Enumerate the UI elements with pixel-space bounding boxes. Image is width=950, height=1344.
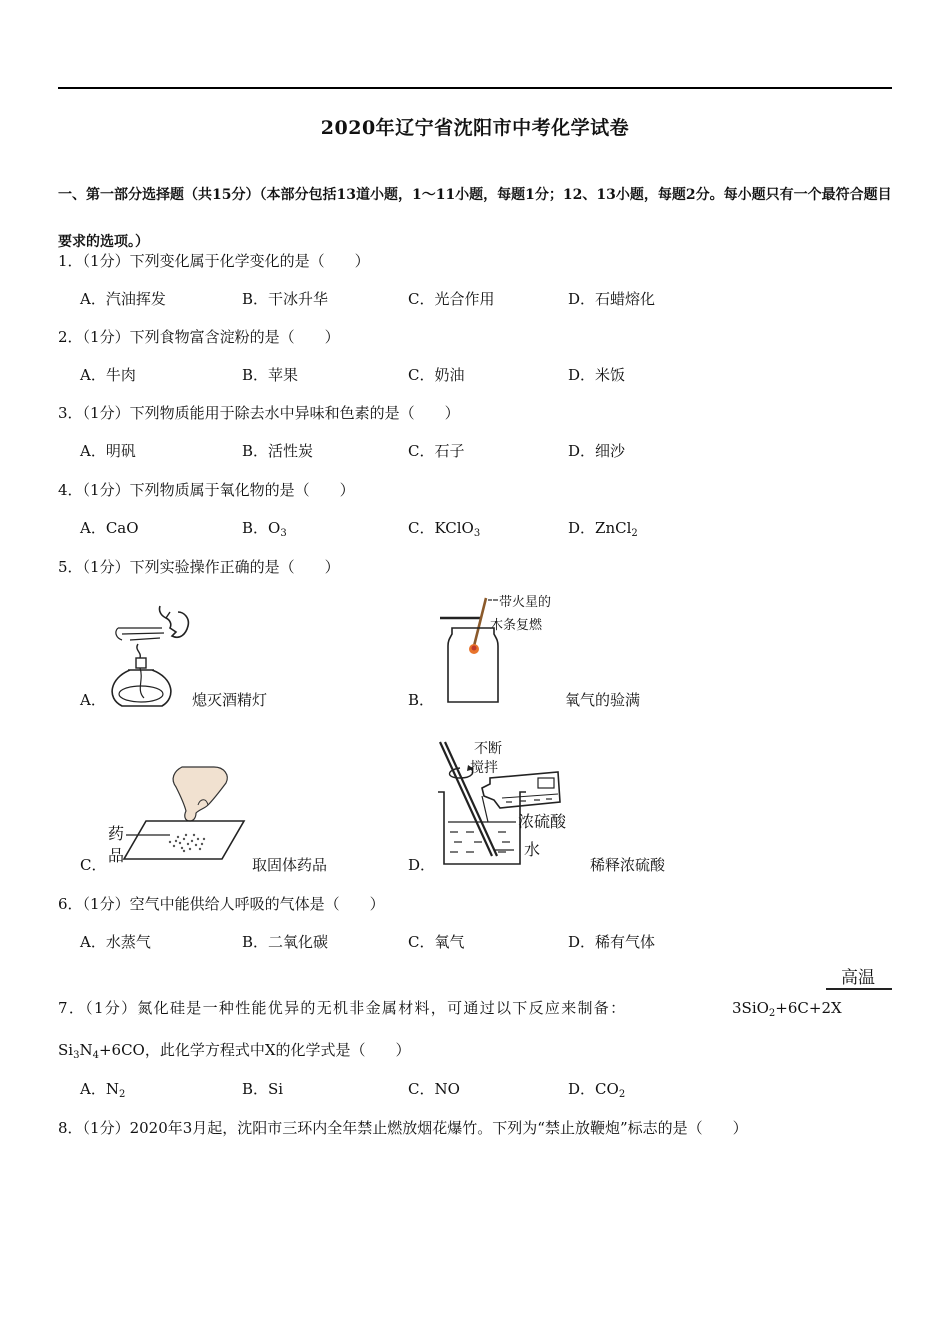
- fig-d-label-4: 水: [524, 840, 541, 859]
- q4-option-a: A．CaO: [80, 519, 139, 537]
- fig-d-label-1: 不断: [474, 741, 502, 757]
- question-6-stem: 6．（1分）空气中能供给人呼吸的气体是（ ）: [58, 895, 385, 913]
- question-5-stem: 5．（1分）下列实验操作正确的是（ ）: [58, 558, 340, 576]
- q2-option-c: C．奶油: [408, 366, 465, 384]
- q1-option-c: C．光合作用: [408, 290, 495, 308]
- fig-b-label-2: 木条复燃: [490, 618, 543, 633]
- reaction-arrow: [826, 988, 892, 990]
- question-3-stem: 3．（1分）下列物质能用于除去水中异味和色素的是（ ）: [58, 404, 460, 422]
- q5-letter-c: C．: [80, 856, 107, 874]
- q7-option-c: C．NO: [408, 1080, 460, 1098]
- dilute-acid-figure: [434, 738, 584, 870]
- q5-caption-d: 稀释浓硫酸: [590, 856, 666, 874]
- q1-option-d: D．石蜡熔化: [568, 290, 656, 308]
- q5-caption-c: 取固体药品: [252, 856, 328, 874]
- fig-c-label-1: 药: [108, 824, 125, 843]
- q7-option-d: D．$CO_2$: [568, 1080, 626, 1100]
- page-title: 2020年辽宁省沈阳市中考化学试卷: [320, 117, 630, 139]
- q5-caption-a: 熄灭酒精灯: [192, 691, 268, 709]
- reaction-condition: 高温: [841, 968, 875, 988]
- fig-b-label-1: 带火星的: [499, 595, 552, 610]
- q7-option-a: A．$N_2$: [80, 1080, 126, 1100]
- q1-option-b: B．干冰升华: [242, 290, 329, 308]
- q4-option-c: C．KClO$_3$: [408, 519, 481, 539]
- q4-option-d: D．ZnCl$_2$: [568, 519, 638, 539]
- q2-option-d: D．米饭: [568, 366, 626, 384]
- q5-caption-b: 氧气的验满: [565, 691, 641, 709]
- question-7-line-2: $Si_3N_4+6CO$，此化学方程式中X的化学式是（ ）: [58, 1041, 411, 1061]
- q7-option-b: B．Si: [242, 1080, 284, 1098]
- fig-d-label-3: 浓硫酸: [518, 812, 567, 831]
- section-heading: 一、第一部分选择题（共15分）（本部分包括13道小题，1～11小题，每题1分；12、13小题，每题2分。每小题只有一个最符合题目要求的选项。）: [58, 187, 892, 250]
- q2-option-a: A．牛肉: [80, 366, 136, 384]
- q5-letter-b: B．: [408, 691, 435, 709]
- q6-option-d: D．稀有气体: [568, 933, 656, 951]
- q5-letter-d: D．: [408, 856, 436, 874]
- q6-option-c: C．氧气: [408, 933, 465, 951]
- question-7-line-1: 7．（1分）氮化硅是一种性能优异的无机非金属材料，可通过以下反应来制备：: [58, 999, 627, 1017]
- fig-d-label-2: 搅拌: [470, 760, 498, 776]
- q5-letter-a: A．: [80, 691, 106, 709]
- q2-option-b: B．苹果: [242, 366, 299, 384]
- question-1-stem: 1．（1分）下列变化属于化学变化的是（ ）: [58, 252, 370, 270]
- question-4-stem: 4．（1分）下列物质属于氧化物的是（ ）: [58, 481, 355, 499]
- question-2-stem: 2．（1分）下列食物富含淀粉的是（ ）: [58, 328, 340, 346]
- q6-option-b: B．二氧化碳: [242, 933, 329, 951]
- q1-option-a: A．汽油挥发: [80, 290, 166, 308]
- fig-c-label-2: 品: [108, 846, 125, 865]
- q3-option-c: C．石子: [408, 442, 465, 460]
- top-rule: [58, 87, 892, 89]
- q3-option-b: B．活性炭: [242, 442, 314, 460]
- question-7-equation: 3SiO$_2$+6C+2X: [732, 999, 842, 1019]
- question-8-stem: 8．（1分）2020年3月起，沈阳市三环内全年禁止燃放烟花爆竹。下列为“禁止放鞭炮”标志的是（ ）: [58, 1119, 748, 1137]
- q3-option-a: A．明矾: [80, 442, 136, 460]
- solid-reagent-figure: [104, 765, 249, 870]
- alcohol-lamp-figure: [100, 598, 200, 718]
- q3-option-d: D．细沙: [568, 442, 626, 460]
- q6-option-a: A．水蒸气: [80, 933, 151, 951]
- q4-option-b: B．$O_3$: [242, 519, 287, 539]
